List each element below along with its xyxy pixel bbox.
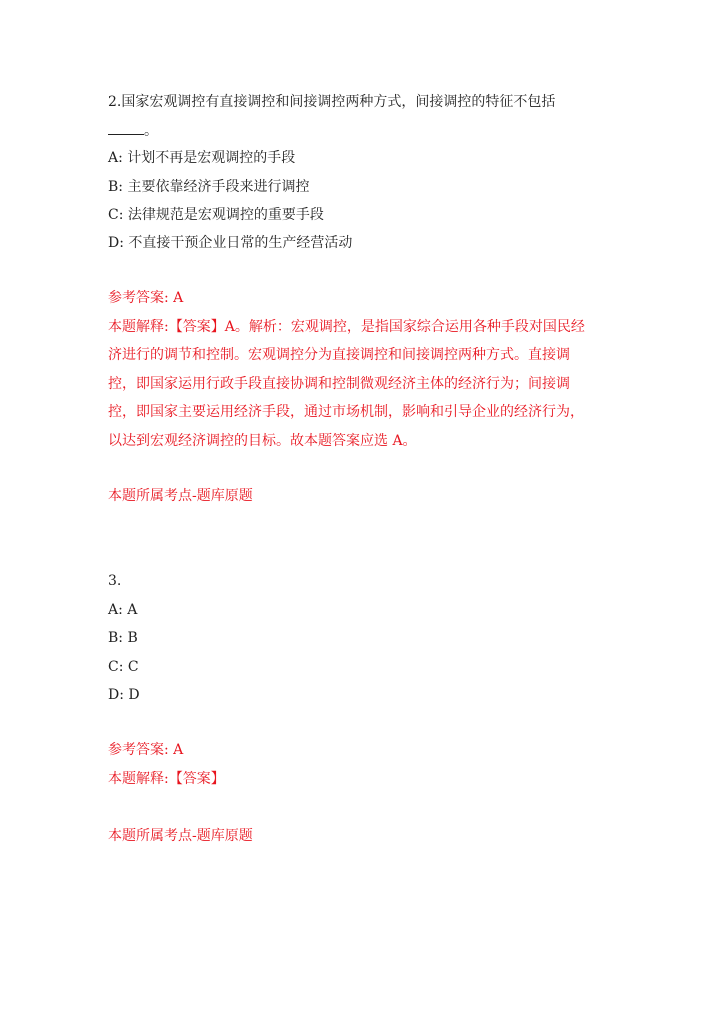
question-3-explanation-line-1: 本题解释:【答案】 xyxy=(108,771,225,787)
question-3-option-c: C: C xyxy=(108,659,139,675)
question-2-source: 本题所属考点-题库原题 xyxy=(108,488,253,504)
answer-blank xyxy=(108,121,144,135)
question-2-explanation-line-3: 控，即国家运用行政手段直接协调和控制微观经济主体的经济行为；间接调 xyxy=(108,376,570,392)
question-2-answer: 参考答案: A xyxy=(108,290,184,306)
question-2-explanation-line-5: 以达到宏观经济调控的目标。故本题答案应选 A。 xyxy=(108,433,417,449)
question-2-explanation-line-4: 控，即国家主要运用经济手段，通过市场机制，影响和引导企业的经济行为， xyxy=(108,404,584,420)
question-2-explanation-line-2: 济进行的调节和控制。宏观调控分为直接调控和间接调控两种方式。直接调 xyxy=(108,347,570,363)
question-2-stem: 2.国家宏观调控有直接调控和间接调控两种方式，间接调控的特征不包括 xyxy=(108,94,556,110)
question-2-option-d: D: 不直接干预企业日常的生产经营活动 xyxy=(108,235,353,251)
question-3-answer: 参考答案: A xyxy=(108,742,184,758)
question-2-explanation-line-1: 本题解释:【答案】A。解析：宏观调控，是指国家综合运用各种手段对国民经 xyxy=(108,319,585,335)
question-2-option-a: A: 计划不再是宏观调控的手段 xyxy=(108,150,296,166)
question-2-stem-continuation xyxy=(108,121,158,141)
question-3-option-d: D: D xyxy=(108,687,140,703)
question-3-source: 本题所属考点-题库原题 xyxy=(108,828,253,844)
question-2-option-b: B: 主要依靠经济手段来进行调控 xyxy=(108,179,310,195)
question-2-stem-end: 。 xyxy=(144,123,158,139)
question-2-option-c: C: 法律规范是宏观调控的重要手段 xyxy=(108,207,324,223)
question-3-option-b: B: B xyxy=(108,630,138,646)
question-3-stem: 3. xyxy=(108,573,122,589)
question-3-option-a: A: A xyxy=(108,602,138,618)
